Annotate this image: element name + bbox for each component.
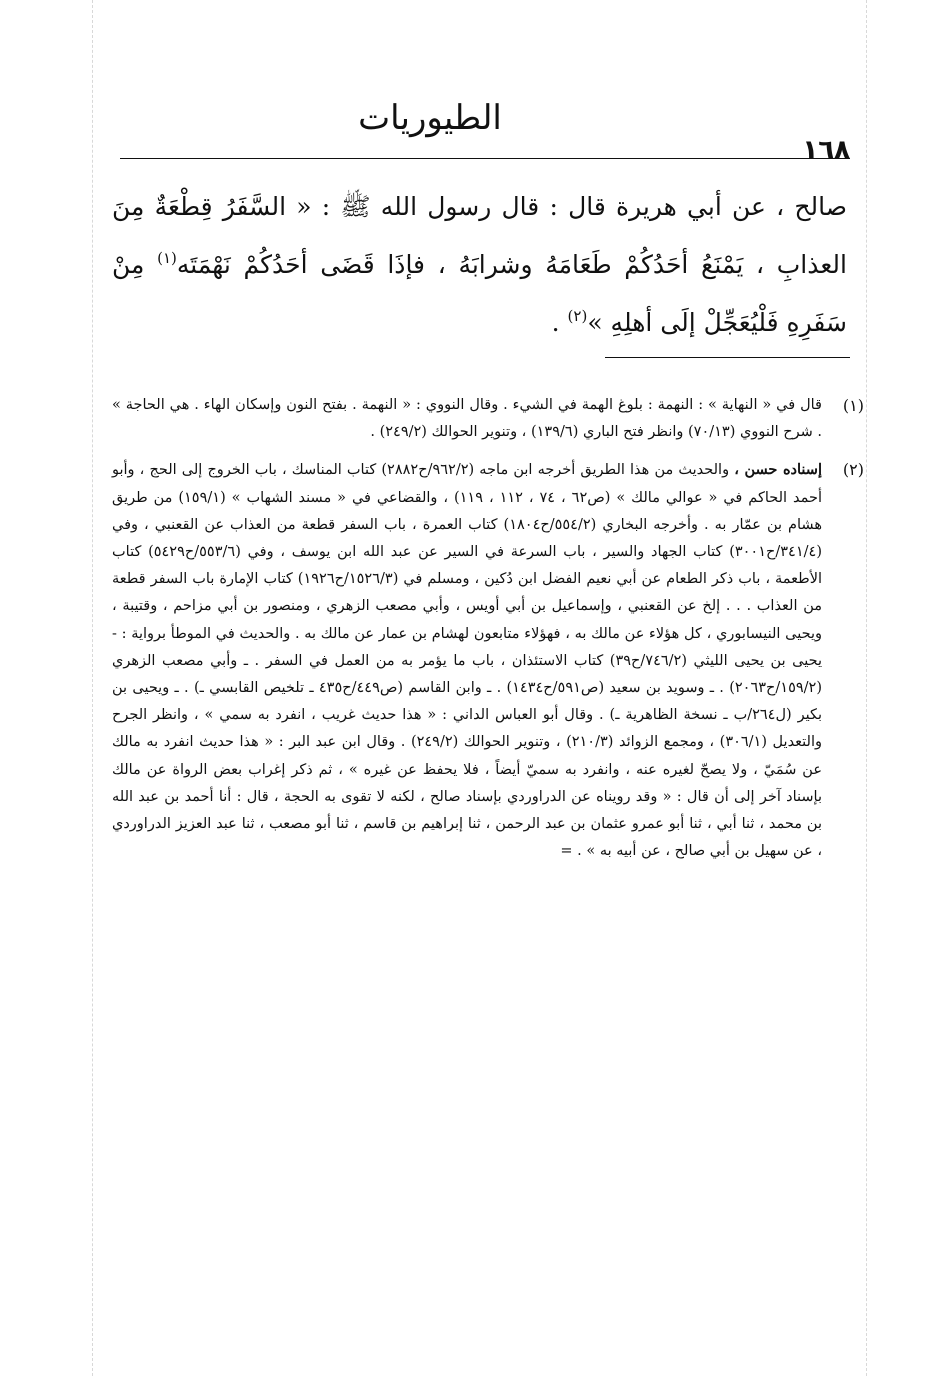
- footnote-number: (٢): [842, 460, 864, 480]
- scan-gutter-line: [92, 0, 93, 1376]
- footnote-text: قال في « النهاية » : النهمة : بلوغ الهمة في الشيء . وقال النووي : « النهمة . بفتح النون وإسكان الهاء . هي الحاجة » . شرح النووي (٧٠/١٣) وانظر فتح الباري (١٣٩/٦) ، وتنوير الحوالك (٢٤٩/٢) .: [112, 397, 822, 441]
- footnote-grading: إسناده حسن ،: [734, 461, 822, 479]
- footnote-1: [112, 392, 864, 446]
- running-title: الطيوريات: [358, 98, 502, 138]
- footnote-2-marker[interactable]: (٢): [567, 307, 588, 325]
- footnote-body: والحديث من هذا الطريق أخرجه ابن ماجه (٩٦٢/٢/ح٢٨٨٢) كتاب المناسك ، باب الخروج إلى الحج ، وأبو أحمد الحاكم في « عوالي مالك » (ص٦٢ ، ٧٤ ، ١١٢ ، ١١٩) ، والقضاعي في « مسند الشهاب » (١٥٩/١) من طريق هشام بن عمّار به . وأخرجه البخاري (٥٥٤/٢/ح١٨٠٤) كتاب العمرة ، باب السفر قطعة من العذاب عن القعنبي ، وفي (٣٤١/٤/ح٣٠٠١) كتاب الجهاد والسير ، باب السرعة في السير عن عبد الله ابن يوسف ، وفي (٥٥٣/٦/ح٥٤٢٩) كتاب الأطعمة ، باب ذكر الطعام عن أبي نعيم الفضل ابن دُكين ، ومسلم في (١٥٢٦/٣/ح١٩٢٦) كتاب الإمارة باب السفر قطعة من العذاب . . . إلخ عن القعنبي ، وإسماعيل بن أبي أويس ، وأبي مصعب الزهري ، ومنصور بن أبي مزاحم ، وقتيبة ، ويحيى النيسابوري ، كل هؤلاء عن مالك به ، فهؤلاء متابعون لهشام بن عمار عن مالك به . والحديث في الموطأ برواية : - يحيى بن يحيى الليثي (٧٤٦/٢/ح٣٩) كتاب الاستئذان ، باب ما يؤمر به من العمل في السفر . ـ وأبي مصعب الزهري (١٥٩/٢/ح٢٠٦٣) . ـ وسويد بن سعيد (ص٥٩١/ح١٤٣٤) . ـ وابن القاسم (ص٤٤٩/ح٤٣٥ ـ تلخيص القابسي ـ) . ـ ويحيى بن بكير (ل٢٦٤/ب ـ نسخة الظاهرية ـ) . وقال أبو العباس الداني : « هذا حديث غريب ، انفرد به سمي » ، وانظر الجرح والتعديل (٣٠٦/١) ، ومجمع الزوائد (٢١٠/٣) ، وتنوير الحوالك (٢٤٩/٢) . وقال ابن عبد البر : « هذا حديث انفرد به مالك عن سُمَيّ ، ولا يصحّ لغيره عنه ، وانفرد به سميّ أيضاً ، فلا يحفظ عن غيره » ، ثم ذكر إغراب بعض الرواة عن مالك بإسناد آخر إلى أن قال : « وقد رويناه عن الدراوردي بإسناد صالح ، لكنه لا تقوى به الحجة ، قال : أنا أحمد بن عبد الله بن محمد ، ثنا أبي ، ثنا أبو عمرو عثمان بن عبد الرحمن ، ثنا إبراهيم بن قاسم ، ثنا أبو مصعب ، ثنا عبد العزيز الدراوردي ، عن سهيل بن أبي صالح ، عن أبيه به » . =: [112, 462, 823, 860]
- main-paragraph-end: مِنْ سَفَرِهِ فَلْيُعَجِّلْ إلَى أهلِهِ »: [112, 250, 847, 337]
- footnote-number: (١): [842, 396, 864, 415]
- footnote-1-marker[interactable]: (١): [157, 249, 177, 267]
- footnote-text: [112, 456, 822, 865]
- main-paragraph-dot: .: [551, 308, 568, 337]
- main-paragraph-text: صالح ، عن أبي هريرة قال : قال رسول الله ﷺ : « السَّفَرُ قِطْعَةٌ مِنَ العذابِ ، يَمْنَعُ أحَدُكُمْ طَعَامَهُ وشرابَهُ ، فإذَا قَضَى أحَدُكُمْ نَهْمَتَه: [112, 192, 847, 279]
- main-paragraph: [112, 178, 847, 352]
- footnotes: [112, 392, 864, 875]
- footnote-separator: [605, 357, 850, 358]
- page-number: ١٦٨: [802, 135, 850, 165]
- scan-gutter-line: [866, 0, 867, 1376]
- footnote-2: [112, 456, 864, 865]
- header-rule: [120, 158, 850, 159]
- main-text: [112, 178, 847, 352]
